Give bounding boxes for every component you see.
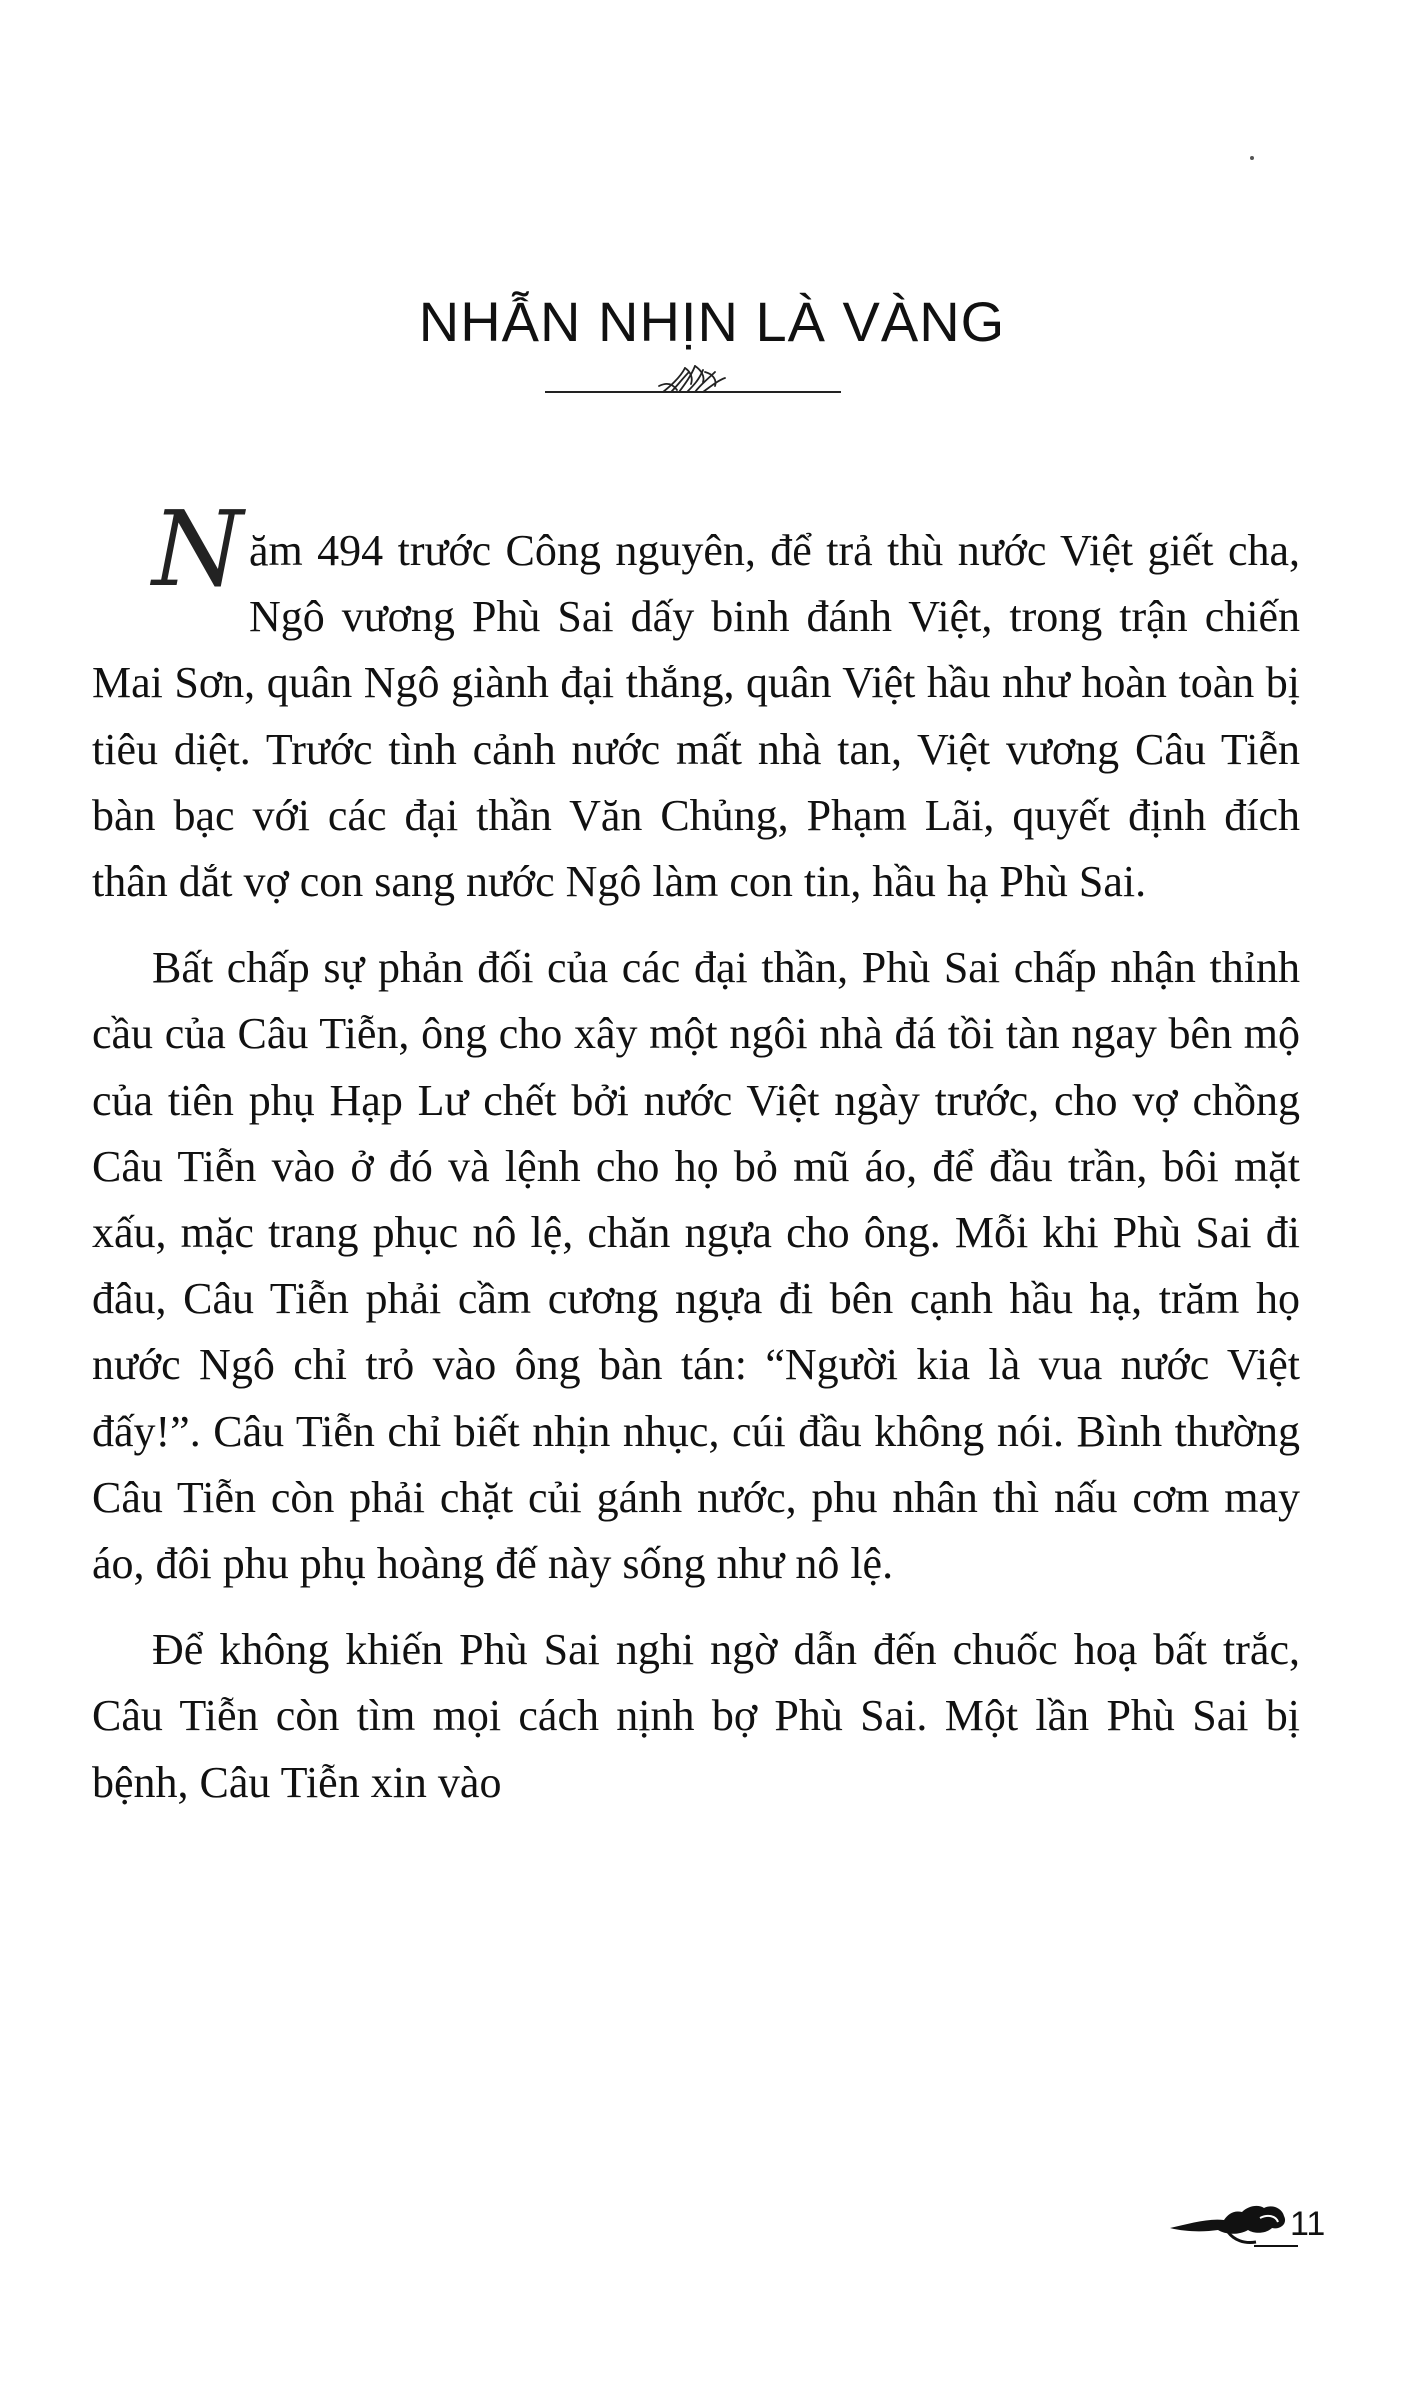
paragraph-1-text: ăm 494 trước Công nguyên, để trả thù nước Việt giết cha, Ngô vương Phù Sai dấy binh đánh Việt, trong trận chiến Mai Sơn, quân Ngô giành đại thắng, quân Việt hầu như hoàn toàn bị tiêu diệt. Trước tình cảnh nước mất nhà tan, Việt vương Câu Tiễn bàn bạc với các đại thần Văn Chủng, Phạm Lãi, quyết định đích thân dắt vợ con sang nước Ngô làm con tin, hầu hạ Phù Sai. [92,526,1300,907]
paragraph-3: Để không khiến Phù Sai nghi ngờ dẫn đến chuốc hoạ bất trắc, Câu Tiễn còn tìm mọi cách nịnh bợ Phù Sai. Một lần Phù Sai bị bệnh, Câu Tiễn xin vào [92,1625,1300,1807]
page-footer [1168,2196,1338,2256]
hand-pointing-flourish-icon [1168,2196,1298,2256]
paragraph-2: Bất chấp sự phản đối của các đại thần, Phù Sai chấp nhận thỉnh cầu của Câu Tiễn, ông cho xây một ngôi nhà đá tồi tàn ngay bên mộ của tiên phụ Hạp Lư chết bởi nước Việt ngày trước, cho vợ chồng Câu Tiễn vào ở đó và lệnh cho họ bỏ mũ áo, để đầu trần, bôi mặt xấu, mặc trang phục nô lệ, chăn ngựa cho ông. Mỗi khi Phù Sai đi đâu, Câu Tiễn phải cầm cương ngựa đi bên cạnh hầu hạ, trăm họ nước Ngô chỉ trỏ vào ông bàn tán: “Người kia là vua nước Việt đấy!”. Câu Tiễn chỉ biết nhịn nhục, cúi đầu không nói. Bình thường Câu Tiễn còn phải chặt củi gánh nước, phu nhân thì nấu cơm may áo, đôi phu phụ hoàng đế này sống như nô lệ. [92,943,1300,1589]
paragraph-1 [92,488,1300,915]
body-text [92,488,1300,1836]
floral-divider-icon [545,362,841,398]
page-number: 11 [1290,2205,1326,2243]
print-speck [1250,156,1254,160]
chapter-title: NHẪN NHỊN LÀ VÀNG [418,289,1006,353]
drop-cap: N [152,488,243,610]
